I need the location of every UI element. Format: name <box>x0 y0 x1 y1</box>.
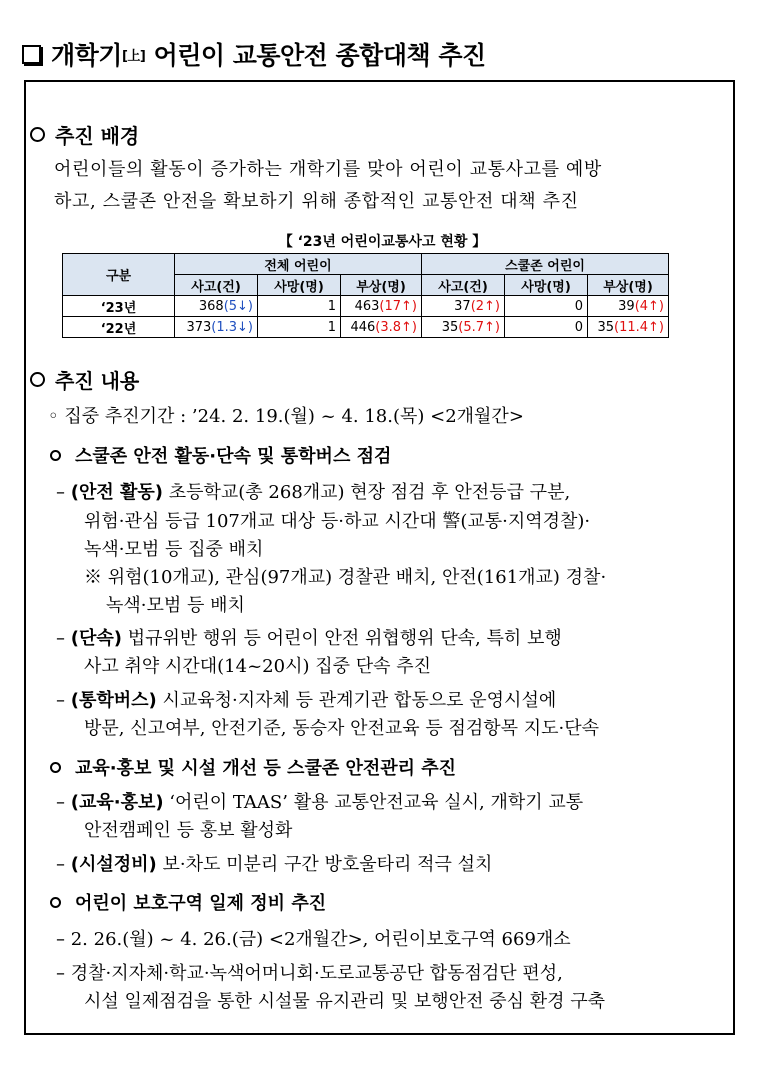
page-title <box>22 36 486 72</box>
group-all-header: 전체 어린이 <box>175 254 422 275</box>
table-row: ‘22년 373(1.3↓) 1 446(3.8↑) 35(5.7↑) 0 35(11.4↑) <box>63 317 669 338</box>
sub-death: 사망(명) <box>258 275 341 296</box>
checkbox-square-icon <box>22 45 41 64</box>
accident-stats-table <box>62 253 669 338</box>
sub-injury: 부상(명) <box>341 275 422 296</box>
bus-line-2: 방문, 신고여부, 안전기준, 동승자 안전교육 등 점검항목 지도·단속 <box>84 718 600 739</box>
background-line-1: 어린이들의 활동이 증가하는 개학기를 맞아 어린이 교통사고를 예방 <box>54 159 602 180</box>
sub-accident: 사고(건) <box>422 275 505 296</box>
table-caption: 【 ‘23년 어린이교통사고 현황 】 <box>278 234 487 250</box>
background-line-2: 하고, 스쿨존 안전을 확보하기 위해 종합적인 교통안전 대책 추진 <box>54 191 579 212</box>
sub-accident: 사고(건) <box>175 275 258 296</box>
zone-line-2: – 경찰·지자체·학교·녹색어머니회·도로교통공단 합동점검단 편성, <box>56 963 563 984</box>
section2-heading: 교육·홍보 및 시설 개선 등 스쿨존 안전관리 추진 <box>50 754 456 780</box>
note-line-1: ※ 위험(10개교), 관심(97개교) 경찰관 배치, 안전(161개교) 경찰· <box>84 567 607 588</box>
small-circle-bullet-icon <box>50 450 61 461</box>
period-line: ◦ 집중 추진기간 : ’24. 2. 19.(월) ~ 4. 18.(목) <2개월간> <box>48 406 524 427</box>
sub-injury: 부상(명) <box>588 275 669 296</box>
section3-heading: 어린이 보호구역 일제 정비 추진 <box>50 889 326 915</box>
background-heading: 추진 배경 <box>30 120 139 149</box>
title-text: 어린이 교통안전 종합대책 추진 <box>153 41 486 70</box>
facility-line: – (시설정비) 보·차도 미분리 구간 방호울타리 적극 설치 <box>56 854 493 875</box>
title-prefix: 개학기 <box>51 41 122 70</box>
edu-line-2: 안전캠페인 등 홍보 활성화 <box>84 820 293 841</box>
zone-line-3: 시설 일제점검을 통한 시설물 유지관리 및 보행안전 중심 환경 구축 <box>84 991 605 1012</box>
title-small: [上] <box>121 48 146 64</box>
sub-death: 사망(명) <box>505 275 588 296</box>
safety-line-1: – (안전 활동) 초등학교(총 268개교) 현장 점검 후 안전등급 구분, <box>56 482 571 503</box>
small-circle-bullet-icon <box>50 762 61 773</box>
content-heading: 추진 내용 <box>30 365 139 394</box>
note-line-2: 녹색·모범 등 배치 <box>106 595 245 616</box>
enforce-line-1: – (단속) 법규위반 행위 등 어린이 안전 위협행위 단속, 특히 보행 <box>56 628 562 649</box>
group-school-header: 스쿨존 어린이 <box>422 254 669 275</box>
circle-bullet-icon <box>30 372 45 387</box>
table-row: ‘23년 368(5↓) 1 463(17↑) 37(2↑) 0 39(4↑) <box>63 296 669 317</box>
safety-line-2: 위험·관심 등급 107개교 대상 등·하교 시간대 警(교통·지역경찰)· <box>84 511 591 532</box>
safety-line-3: 녹색·모범 등 집중 배치 <box>84 539 264 560</box>
small-circle-bullet-icon <box>50 897 61 908</box>
zone-line-1: – 2. 26.(월) ~ 4. 26.(금) <2개월간>, 어린이보호구역 669개소 <box>56 929 571 950</box>
col-group-label: 구분 <box>63 254 175 296</box>
circle-bullet-icon <box>30 127 45 142</box>
edu-line-1: – (교육·홍보) ‘어린이 TAAS’ 활용 교통안전교육 실시, 개학기 교통 <box>56 792 584 813</box>
bus-line-1: – (통학버스) 시교육청·지자체 등 관계기관 합동으로 운영시설에 <box>56 690 557 711</box>
enforce-line-2: 사고 취약 시간대(14~20시) 집중 단속 추진 <box>84 656 431 677</box>
section1-heading: 스쿨존 안전 활동·단속 및 통학버스 점검 <box>50 442 391 468</box>
